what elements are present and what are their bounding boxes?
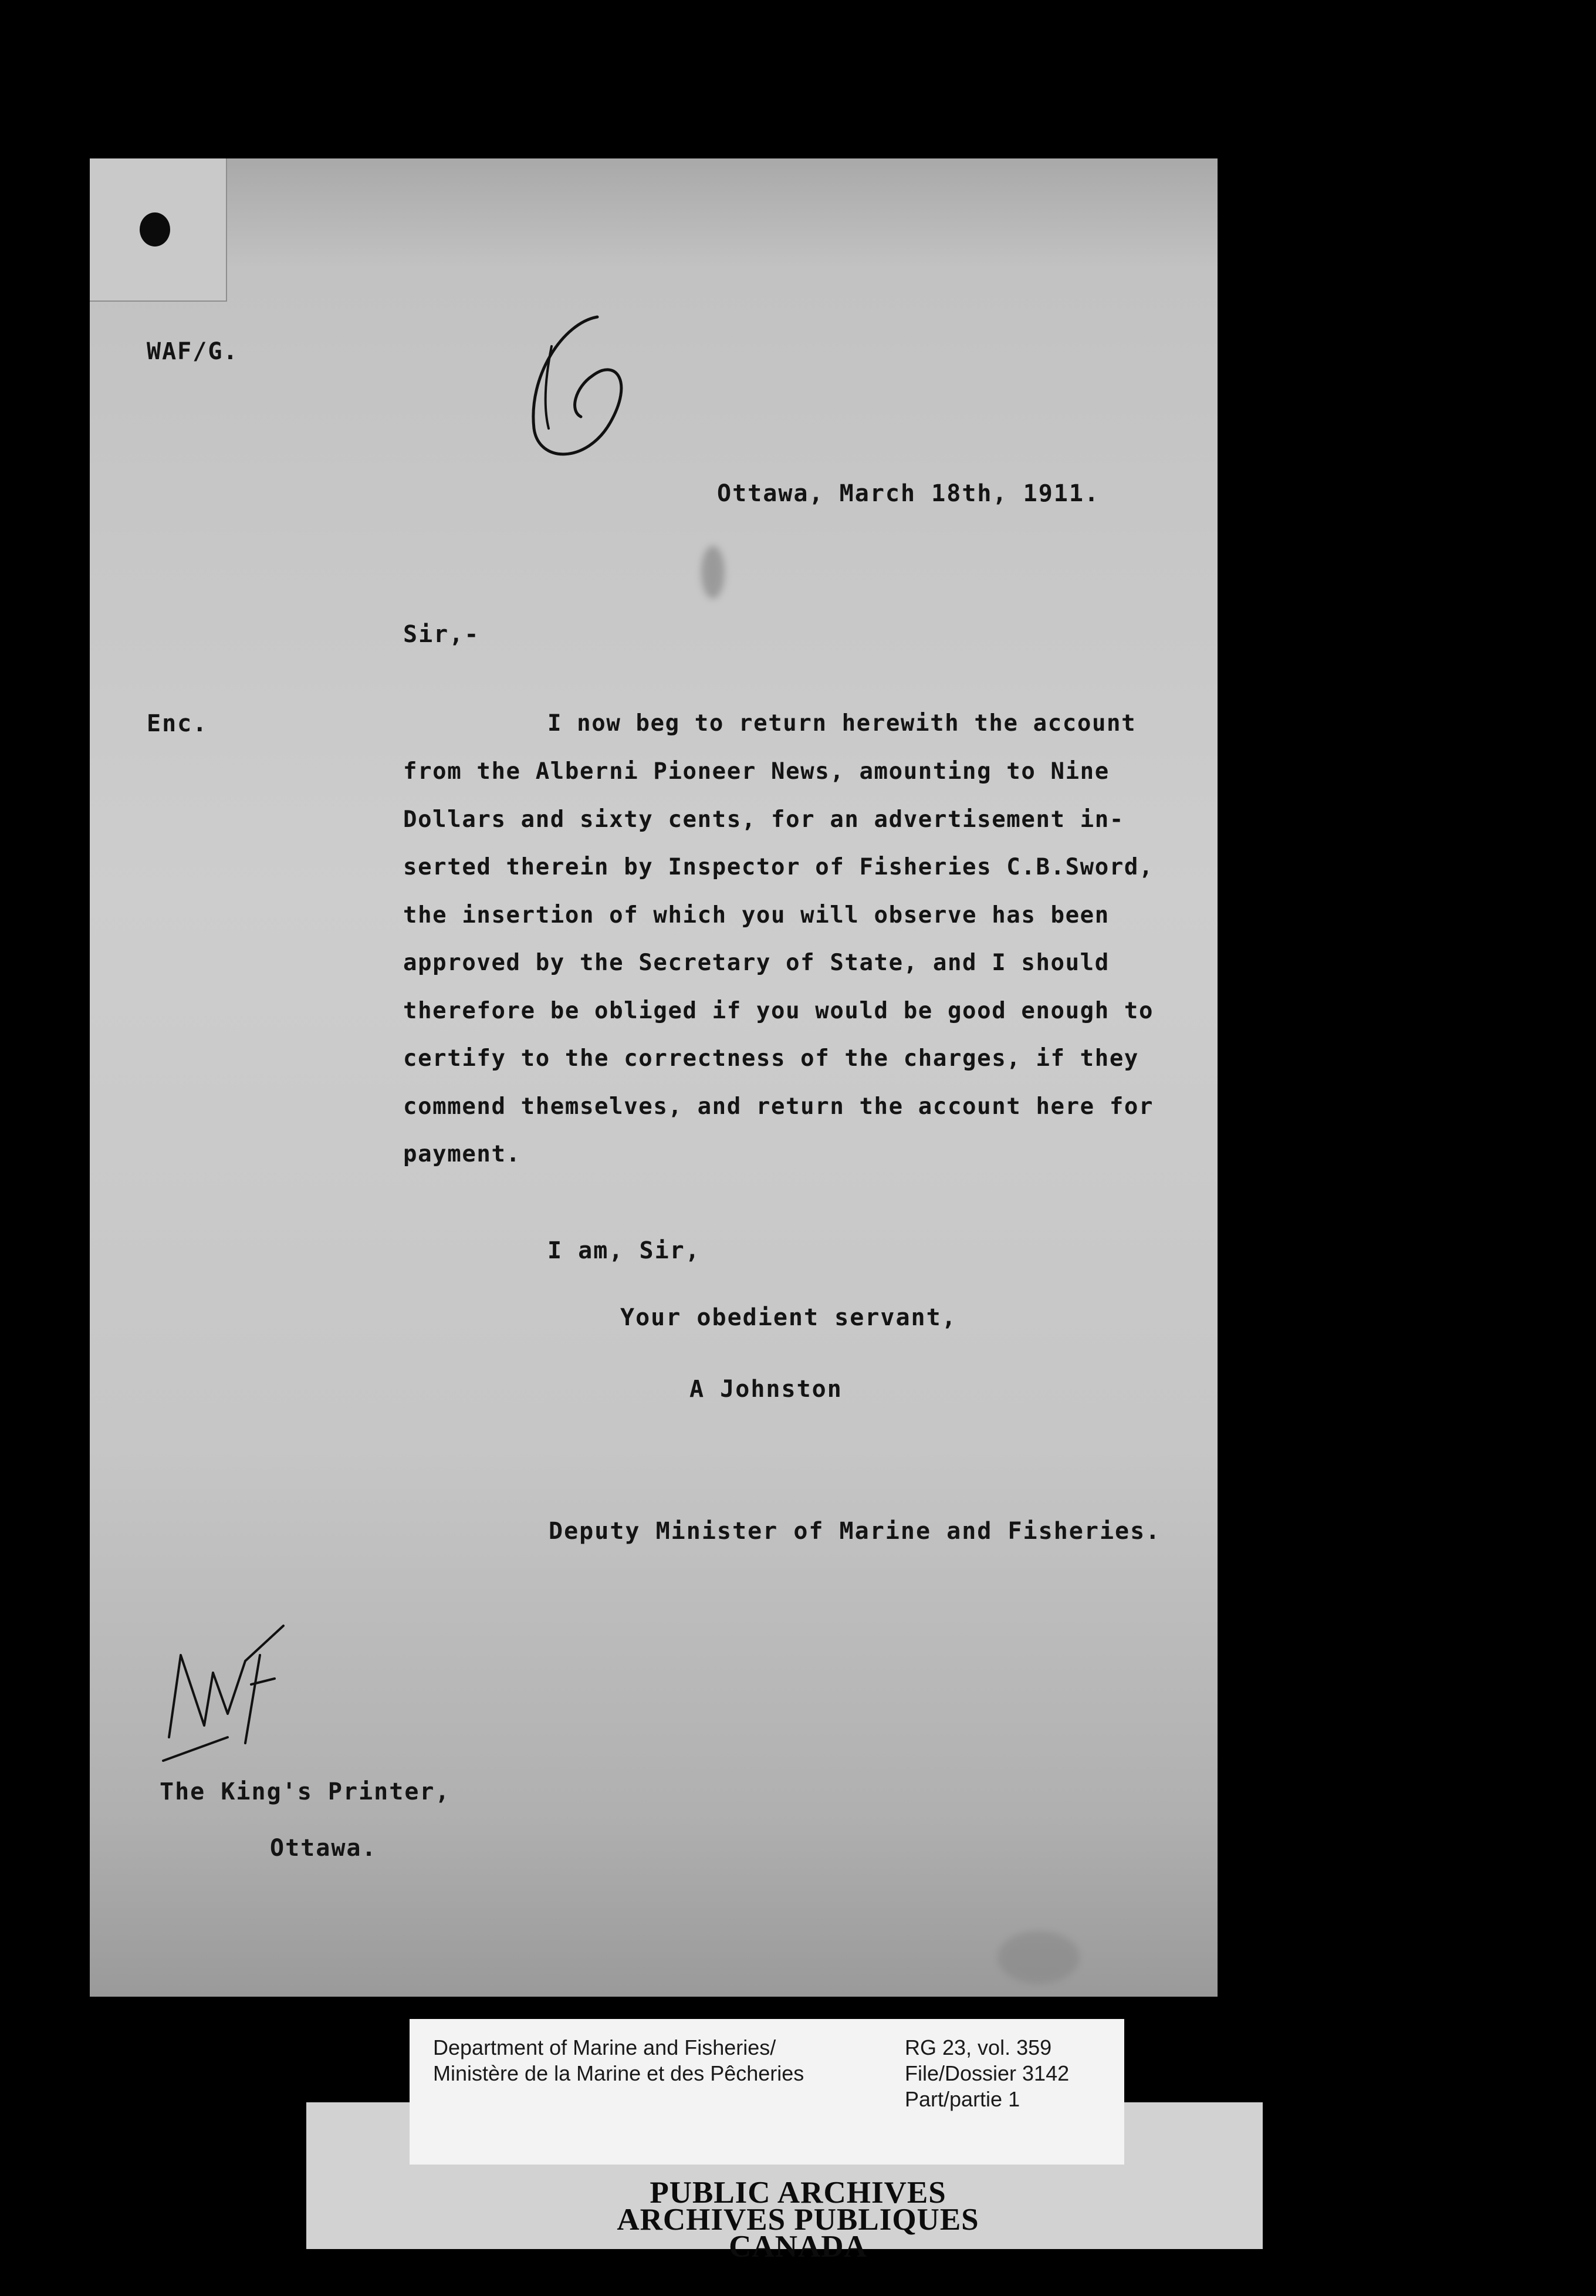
body-line: Dollars and sixty cents, for an advertisement in- [403,806,1124,833]
file-number: File/Dossier 3142 [905,2061,1070,2085]
valediction: Your obedient servant, [620,1304,957,1331]
enclosure-note: Enc. [147,710,208,737]
handwritten-initials [157,1620,298,1784]
ink-smudge [998,1931,1080,1984]
closing: I am, Sir, [547,1237,701,1264]
archive-stamp-line: ARCHIVES PUBLIQUES [617,2203,979,2237]
department-fr: Ministère de la Marine et des Pêcheries [433,2061,804,2085]
ink-smudge [701,546,725,599]
body-line: approved by the Secretary of State, and I should [403,950,1110,976]
salutation: Sir,- [403,621,480,648]
record-group: RG 23, vol. 359 [905,2035,1052,2059]
reference-code: WAF/G. [147,338,239,365]
body-line: I now beg to return herewith the account [547,710,1137,737]
body-line: payment. [403,1141,521,1167]
body-line: serted therein by Inspector of Fisheries C.B.Sword, [403,854,1154,880]
archive-stamp-line: PUBLIC ARCHIVES [650,2176,946,2210]
signer-title: Deputy Minister of Marine and Fisheries. [549,1518,1161,1545]
place-date: Ottawa, March 18th, 1911. [717,480,1100,507]
body-line: therefore be obliged if you would be good enough to [403,998,1154,1024]
body-line: from the Alberni Pioneer News, amounting to Nine [403,758,1110,785]
recipient-line: The King's Printer, [160,1778,451,1805]
file-part: Part/partie 1 [905,2087,1020,2111]
punch-hole [140,212,170,247]
recipient-city: Ottawa. [270,1835,377,1862]
body-line: commend themselves, and return the account here for [403,1093,1154,1120]
signature: A Johnston [689,1376,843,1403]
body-line: certify to the correctness of the charges, if they [403,1045,1139,1072]
body-line: the insertion of which you will observe has been [403,902,1110,928]
archive-stamp-line: CANADA [729,2230,867,2264]
department-en: Department of Marine and Fisheries/ [433,2035,776,2059]
handwritten-page-number [516,305,645,475]
